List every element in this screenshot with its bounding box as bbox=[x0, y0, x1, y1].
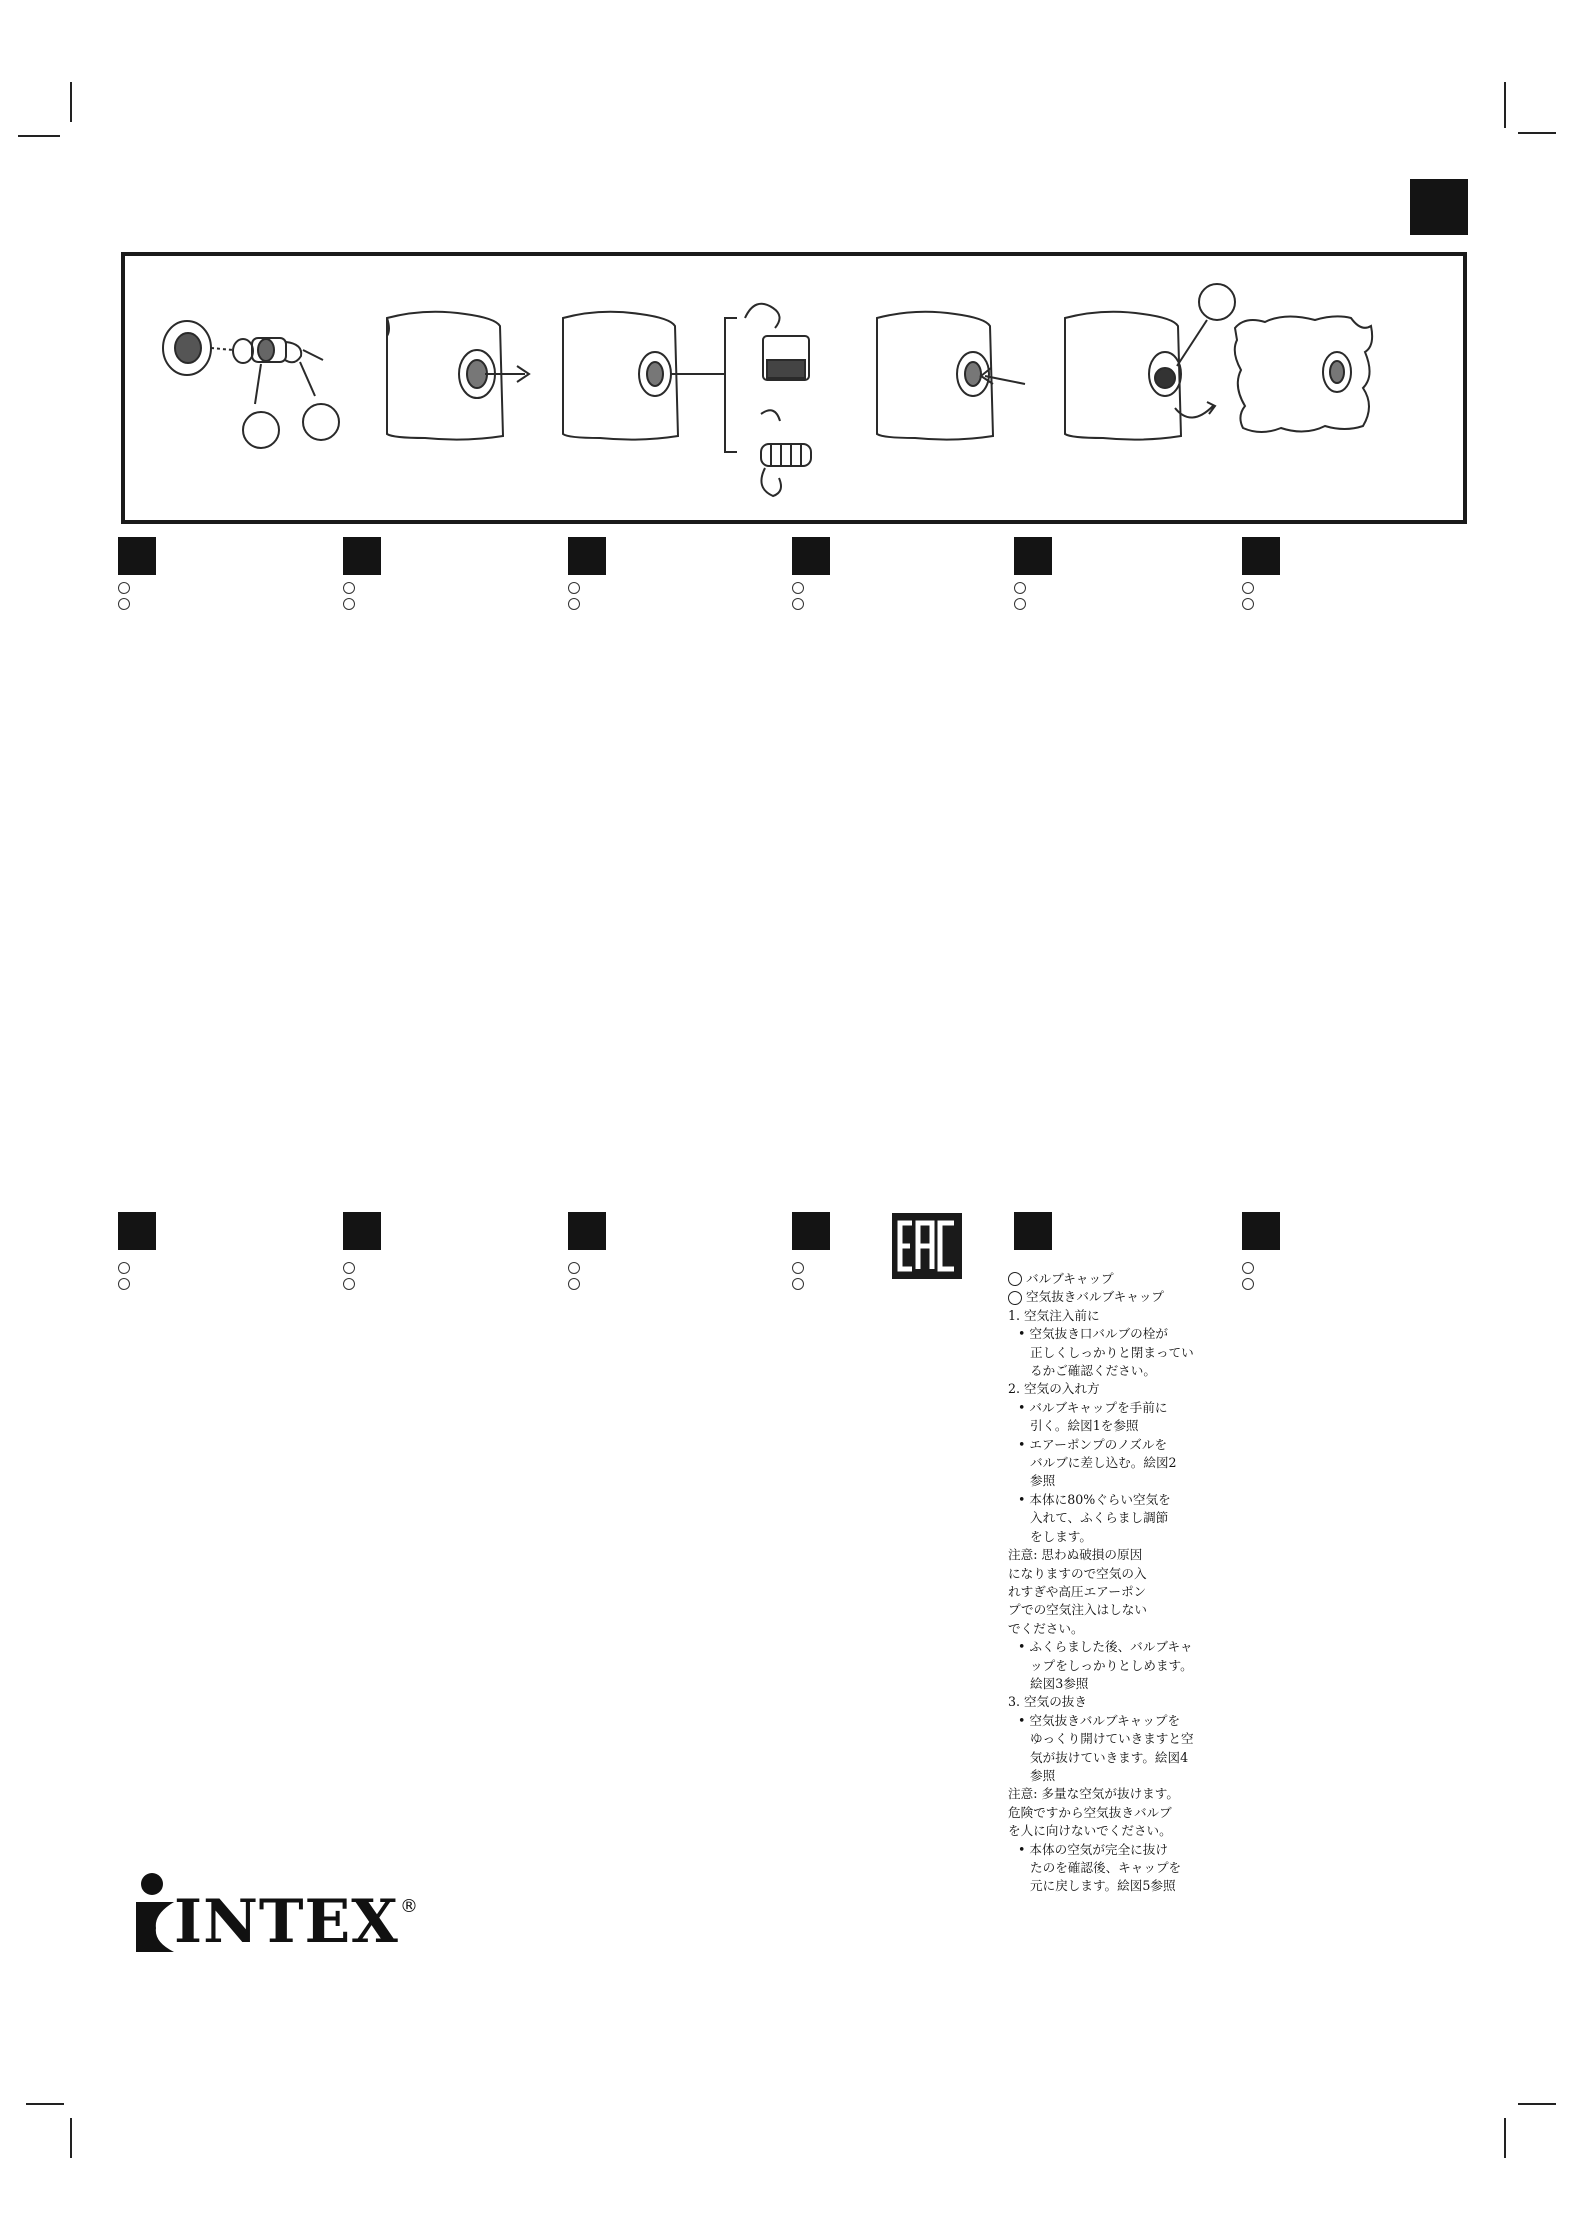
eac-certification-mark bbox=[892, 1213, 962, 1279]
legend-valve-cap: バルブキャップ bbox=[1008, 1270, 1228, 1288]
diagram-illustrations bbox=[125, 256, 1463, 520]
instruction-line: • 空気抜きバルブキャップを bbox=[1018, 1712, 1181, 1728]
legend-circle-icon bbox=[1008, 1291, 1022, 1305]
crop-mark-bottom-left-h bbox=[26, 2103, 64, 2105]
lang-markers-7 bbox=[118, 1262, 134, 1294]
instruction-line: • 本体に80%ぐらい空気を bbox=[1018, 1491, 1171, 1507]
crop-mark-bottom-right-v bbox=[1504, 2118, 1506, 2158]
instruction-line: 注意: 思わぬ破損の原因 bbox=[1008, 1547, 1143, 1563]
lang-markers-10 bbox=[792, 1262, 808, 1294]
instruction-line: 正しくしっかりと閉まってい bbox=[1030, 1344, 1194, 1360]
lang-markers-1 bbox=[118, 582, 134, 614]
crop-mark-top-left-v bbox=[70, 82, 72, 122]
instruction-line: をします。 bbox=[1030, 1528, 1092, 1544]
intex-logo bbox=[132, 1870, 442, 1970]
lang-markers-4 bbox=[792, 582, 808, 614]
diagram-panel bbox=[121, 252, 1467, 524]
lang-markers-6 bbox=[1242, 582, 1258, 614]
lang-markers-9 bbox=[568, 1262, 584, 1294]
intex-i-mark-icon bbox=[132, 1870, 176, 1970]
instruction-line: になりますので空気の入 bbox=[1008, 1565, 1147, 1581]
instruction-line: • バルブキャップを手前に bbox=[1018, 1399, 1168, 1415]
crop-mark-top-right-v bbox=[1504, 82, 1506, 128]
lang-markers-8 bbox=[343, 1262, 359, 1294]
intex-wordmark: INTEX bbox=[174, 1887, 399, 1957]
instruction-line: 気が抜けていきます。絵図4 bbox=[1030, 1749, 1189, 1765]
registered-mark: ® bbox=[400, 1896, 418, 1917]
instruction-line: るかご確認ください。 bbox=[1030, 1363, 1156, 1379]
cube-push-icon bbox=[877, 312, 1025, 440]
cube-deflated-icon bbox=[1235, 316, 1372, 432]
lang-markers-2 bbox=[343, 582, 359, 614]
crop-mark-top-right-h bbox=[1518, 132, 1556, 134]
instruction-line: • エアーポンプのノズルを bbox=[1018, 1436, 1168, 1452]
instruction-line: を人に向けないでください。 bbox=[1008, 1823, 1172, 1839]
instruction-line: バルブに差し込む。絵図2 bbox=[1030, 1455, 1177, 1471]
japanese-instructions bbox=[1008, 1270, 1228, 1896]
instruction-line: プでの空気注入はしない bbox=[1008, 1602, 1147, 1618]
lang-block-8 bbox=[343, 1212, 381, 1250]
instruction-lines bbox=[1008, 1307, 1228, 1896]
instruction-line: 元に戻します。絵図5参照 bbox=[1030, 1878, 1176, 1894]
cube-deflate-icon bbox=[1065, 284, 1235, 440]
legend-deflate-valve-cap: 空気抜きバルブキャップ bbox=[1008, 1288, 1228, 1306]
cube-pump-icon bbox=[563, 304, 811, 496]
instruction-line: 絵図3参照 bbox=[1030, 1675, 1089, 1691]
lang-block-9 bbox=[568, 1212, 606, 1250]
lang-block-7 bbox=[118, 1212, 156, 1250]
instruction-line: 3. 空気の抜き bbox=[1008, 1694, 1087, 1710]
instruction-line: 1. 空気注入前に bbox=[1008, 1307, 1100, 1323]
cube-pull-cap-icon bbox=[387, 312, 529, 440]
instruction-line: ップをしっかりとしめます。 bbox=[1030, 1657, 1193, 1673]
lang-block-4 bbox=[792, 537, 830, 575]
lang-block-10 bbox=[792, 1212, 830, 1250]
crop-mark-bottom-right-h bbox=[1518, 2103, 1556, 2105]
instruction-line: 引く。絵図1を参照 bbox=[1030, 1418, 1139, 1434]
crop-mark-bottom-left-v bbox=[70, 2118, 72, 2158]
instruction-line: ゆっくり開けていきますと空 bbox=[1030, 1731, 1194, 1747]
lang-block-6 bbox=[1242, 537, 1280, 575]
instruction-line: 参照 bbox=[1030, 1473, 1056, 1489]
lang-block-2 bbox=[343, 537, 381, 575]
instruction-line: たのを確認後、キャップを bbox=[1030, 1860, 1182, 1875]
instruction-line: れすぎや高圧エアーポン bbox=[1008, 1583, 1147, 1599]
lang-block-12 bbox=[1242, 1212, 1280, 1250]
instruction-line: でください。 bbox=[1008, 1620, 1084, 1636]
instruction-line: 危険ですから空気抜きバルブ bbox=[1008, 1804, 1172, 1820]
instruction-line: • ふくらました後、バルブキャ bbox=[1018, 1639, 1193, 1655]
instruction-line: 参照 bbox=[1030, 1767, 1056, 1783]
instruction-line: • 空気抜き口バルブの栓が bbox=[1018, 1326, 1168, 1342]
instruction-line: 入れて、ふくらまし調節 bbox=[1030, 1510, 1169, 1526]
lang-block-11-japanese bbox=[1014, 1212, 1052, 1250]
eac-logo-icon bbox=[892, 1213, 962, 1279]
instruction-line: 注意: 多量な空気が抜けます。 bbox=[1008, 1786, 1179, 1802]
lang-block-1 bbox=[118, 537, 156, 575]
lang-markers-5 bbox=[1014, 582, 1030, 614]
section-tab-block bbox=[1410, 179, 1468, 235]
lang-markers-3 bbox=[568, 582, 584, 614]
lang-markers-12 bbox=[1242, 1262, 1258, 1294]
instruction-line: 2. 空気の入れ方 bbox=[1008, 1381, 1100, 1397]
instruction-line: • 本体の空気が完全に抜け bbox=[1018, 1841, 1168, 1857]
legend-circle-icon bbox=[1008, 1272, 1022, 1286]
crop-mark-top-left-h bbox=[18, 135, 60, 137]
lang-block-3 bbox=[568, 537, 606, 575]
valve-exploded-icon bbox=[163, 321, 339, 448]
lang-block-5 bbox=[1014, 537, 1052, 575]
